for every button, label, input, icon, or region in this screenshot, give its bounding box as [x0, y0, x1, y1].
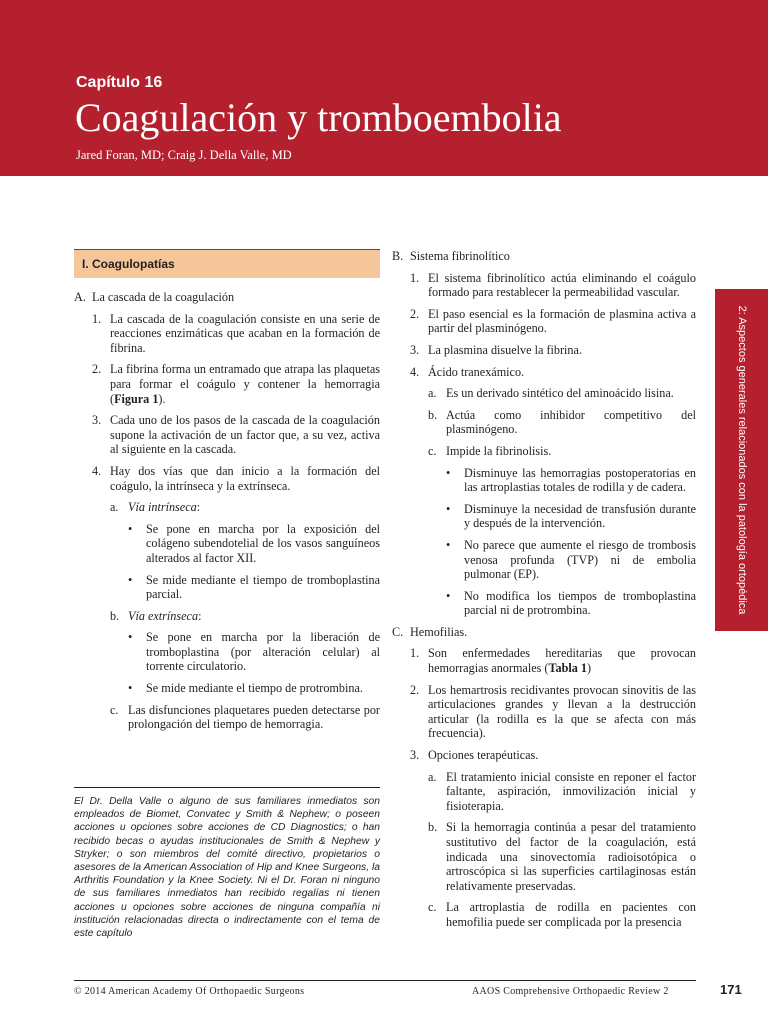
item-marker: 2. — [410, 306, 420, 321]
bullet-marker: • — [128, 681, 133, 696]
list-item — [74, 362, 380, 406]
list-item — [392, 249, 696, 264]
item-text: La cascada de la coagulación consiste en una serie de reacciones enzimáticas que acaban en la formación de fibrina. — [110, 311, 380, 355]
bullet-marker: • — [128, 521, 133, 536]
list-item — [74, 609, 380, 624]
item-marker: 1. — [410, 270, 420, 285]
divider — [74, 787, 380, 788]
list-item — [392, 444, 696, 459]
chapter-title: Coagulación y tromboembolia — [75, 95, 562, 140]
item-text: Si la hemorragia continúa a pesar del tratamiento sustitutivo del factor de la coagulación, está indicada una sinovectomía radioisotópica o artroscópica si las superficies cartilaginosas están relativamente preservadas. — [446, 820, 696, 893]
list-item — [392, 502, 696, 531]
item-text: Hemofilias. — [410, 624, 468, 639]
item-marker: b. — [110, 608, 120, 623]
footer-copyright: © 2014 American Academy Of Orthopaedic Surgeons — [74, 986, 305, 997]
item-marker: 1. — [92, 311, 102, 326]
item-marker: c. — [428, 443, 437, 458]
list-item — [392, 820, 696, 893]
item-marker: 3. — [92, 413, 102, 428]
item-text: Cada uno de los pasos de la cascada de la coagulación supone la activación de un factor que, a su vez, activa al siguiente en la cascada. — [110, 413, 380, 457]
item-marker: a. — [428, 386, 437, 401]
chapter-authors: Jared Foran, MD; Craig J. Della Valle, MD — [76, 148, 292, 162]
list-item — [74, 573, 380, 602]
item-text: La cascada de la coagulación — [92, 290, 235, 304]
chapter-label: Capítulo 16 — [76, 74, 163, 91]
item-text: La plasmina disuelve la fibrina. — [428, 342, 582, 357]
list-item — [392, 343, 696, 358]
item-text: Se mide mediante el tiempo de protrombina. — [146, 681, 363, 696]
item-text — [110, 362, 380, 406]
list-item — [74, 290, 380, 305]
item-text-part: : — [196, 500, 201, 515]
item-text: Sistema fibrinolítico — [410, 249, 510, 263]
item-text: El paso esencial es la formación de plasmina activa a partir del plasminógeno. — [428, 306, 696, 336]
item-text-italic: Vía intrínseca — [128, 500, 197, 515]
bullet-marker: • — [446, 537, 451, 552]
section-heading: I. Coagulopatías — [74, 249, 380, 278]
list-item — [392, 271, 696, 300]
list-item — [392, 307, 696, 336]
item-text: El tratamiento inicial consiste en reponer el factor faltante, aspiración, inmovilización inicial y fisioterapia. — [446, 769, 696, 813]
item-text: La artroplastia de rodilla en pacientes con hemofilia puede ser complicada por la presencia — [446, 900, 696, 929]
list-item — [74, 312, 380, 356]
item-text: Opciones terapéuticas. — [428, 748, 539, 763]
side-tab-label: 2: Aspectos generales relacionados con la patología ortopédica — [735, 305, 748, 615]
item-marker: a. — [110, 500, 119, 515]
bullet-marker: • — [446, 588, 451, 603]
footer-book-title: AAOS Comprehensive Orthopaedic Review 2 — [472, 986, 669, 997]
list-item — [74, 681, 380, 696]
item-text: Se mide mediante el tiempo de tromboplastina parcial. — [146, 572, 380, 602]
item-marker: 4. — [92, 463, 102, 478]
list-item — [392, 770, 696, 814]
list-item — [392, 900, 696, 929]
list-item — [74, 630, 380, 674]
list-item — [392, 748, 696, 763]
list-item — [392, 625, 696, 640]
item-marker: 2. — [410, 682, 420, 697]
item-text: Se pone en marcha por la liberación de tromboplastina (por alteración celular) al torrente circulatorio. — [146, 630, 380, 674]
page-number: 171 — [720, 982, 742, 997]
bullet-marker: • — [446, 465, 451, 480]
item-text-part: ). — [158, 391, 166, 406]
item-text: Disminuye las hemorragias postoperatorias en las artroplastias totales de rodilla y de cadera. — [464, 465, 696, 495]
item-text: No modifica los tiempos de tromboplastina parcial ni de protrombina. — [464, 588, 696, 618]
list-item — [74, 522, 380, 566]
item-marker: b. — [428, 820, 438, 835]
list-item — [392, 365, 696, 380]
figure-reference[interactable]: Figura 1 — [114, 391, 159, 406]
item-marker: a. — [428, 769, 437, 784]
bullet-marker: • — [128, 630, 133, 645]
list-item — [392, 646, 696, 675]
list-item — [392, 538, 696, 582]
item-marker: c. — [428, 900, 437, 915]
item-text — [428, 646, 696, 675]
chapter-header — [0, 0, 768, 176]
item-text: Los hemartrosis recidivantes provocan sinovitis de las articulaciones grandes y llevan a la destrucción articular (la rodilla es la que se afecta con más frecuencia). — [428, 682, 696, 741]
list-item — [74, 464, 380, 493]
footer-divider — [74, 980, 696, 981]
item-text: Es un derivado sintético del aminoácido lisina. — [446, 386, 674, 401]
list-item — [392, 408, 696, 437]
item-text-part: ) — [587, 661, 592, 676]
item-text-italic: Vía extrínseca — [128, 608, 199, 623]
item-marker: 2. — [92, 362, 102, 377]
list-item — [74, 500, 380, 515]
item-marker: C. — [392, 624, 404, 639]
table-reference[interactable]: Tabla 1 — [548, 661, 587, 676]
list-item — [392, 466, 696, 495]
bullet-marker: • — [128, 572, 133, 587]
item-marker: 4. — [410, 364, 420, 379]
item-marker: A. — [74, 290, 86, 304]
section-side-tab — [715, 289, 768, 631]
disclosure-note: El Dr. Della Valle o alguno de sus familiares inmediatos son empleados de Biomet, Convatec y Smith & Nephew; o poseen acciones u opciones sobre acciones de CD Diagnostics; o han recibido becas o ayudas institucionales de Smith & Nephew y Stryker; o son miembros del comité directivo, propietarios o asesores de la American Association of Hip and Knee Surgeons, la Arthritis Foundation y la Knee Society. Ni el Dr. Foran ni ninguno de sus familiares inmediatos han recibido regalías ni tienen acciones u opciones sobre acciones de ninguna compañía ni institución relacionadas directa o indirectamente con el tema de este capítulo — [74, 796, 380, 940]
item-marker: 1. — [410, 646, 420, 661]
list-item — [392, 386, 696, 401]
list-item — [74, 413, 380, 457]
item-marker: B. — [392, 249, 404, 263]
item-marker: c. — [110, 702, 119, 717]
item-marker: 3. — [410, 342, 420, 357]
list-item — [392, 589, 696, 618]
item-text: Ácido tranexámico. — [428, 364, 525, 379]
item-text: Se pone en marcha por la exposición del colágeno subendotelial de los vasos sanguíneos alterados al factor XII. — [146, 521, 380, 565]
item-text — [128, 609, 380, 624]
item-text — [128, 500, 380, 515]
item-text: Impide la fibrinolisis. — [446, 443, 552, 458]
list-item — [74, 703, 380, 732]
item-text: Actúa como inhibidor competitivo del plasminógeno. — [446, 407, 696, 437]
item-text: Disminuye la necesidad de transfusión durante y después de la intervención. — [464, 501, 696, 531]
item-marker: 3. — [410, 748, 420, 763]
item-marker: b. — [428, 407, 438, 422]
item-text: Hay dos vías que dan inicio a la formación del coágulo, la intrínseca y la extrínseca. — [110, 463, 380, 493]
right-column — [392, 249, 696, 937]
item-text-part: : — [198, 608, 202, 623]
item-text-part: La fibrina forma un entramado que atrapa las plaquetas para formar el coágulo y contener la hemorragia ( — [110, 362, 380, 406]
item-text-part: Son enfermedades hereditarias que provocan hemorragias anormales ( — [428, 646, 696, 676]
list-item — [392, 683, 696, 741]
left-column — [74, 249, 380, 739]
bullet-marker: • — [446, 501, 451, 516]
item-text: Las disfunciones plaquetares pueden detectarse por prolongación del tiempo de hemorragia. — [128, 702, 380, 732]
item-text: No parece que aumente el riesgo de trombosis venosa profunda (TVP) ni de embolia pulmonar (EP). — [464, 537, 696, 582]
item-text: El sistema fibrinolítico actúa eliminando el coágulo formado para restablecer la permeabilidad vascular. — [428, 270, 696, 300]
